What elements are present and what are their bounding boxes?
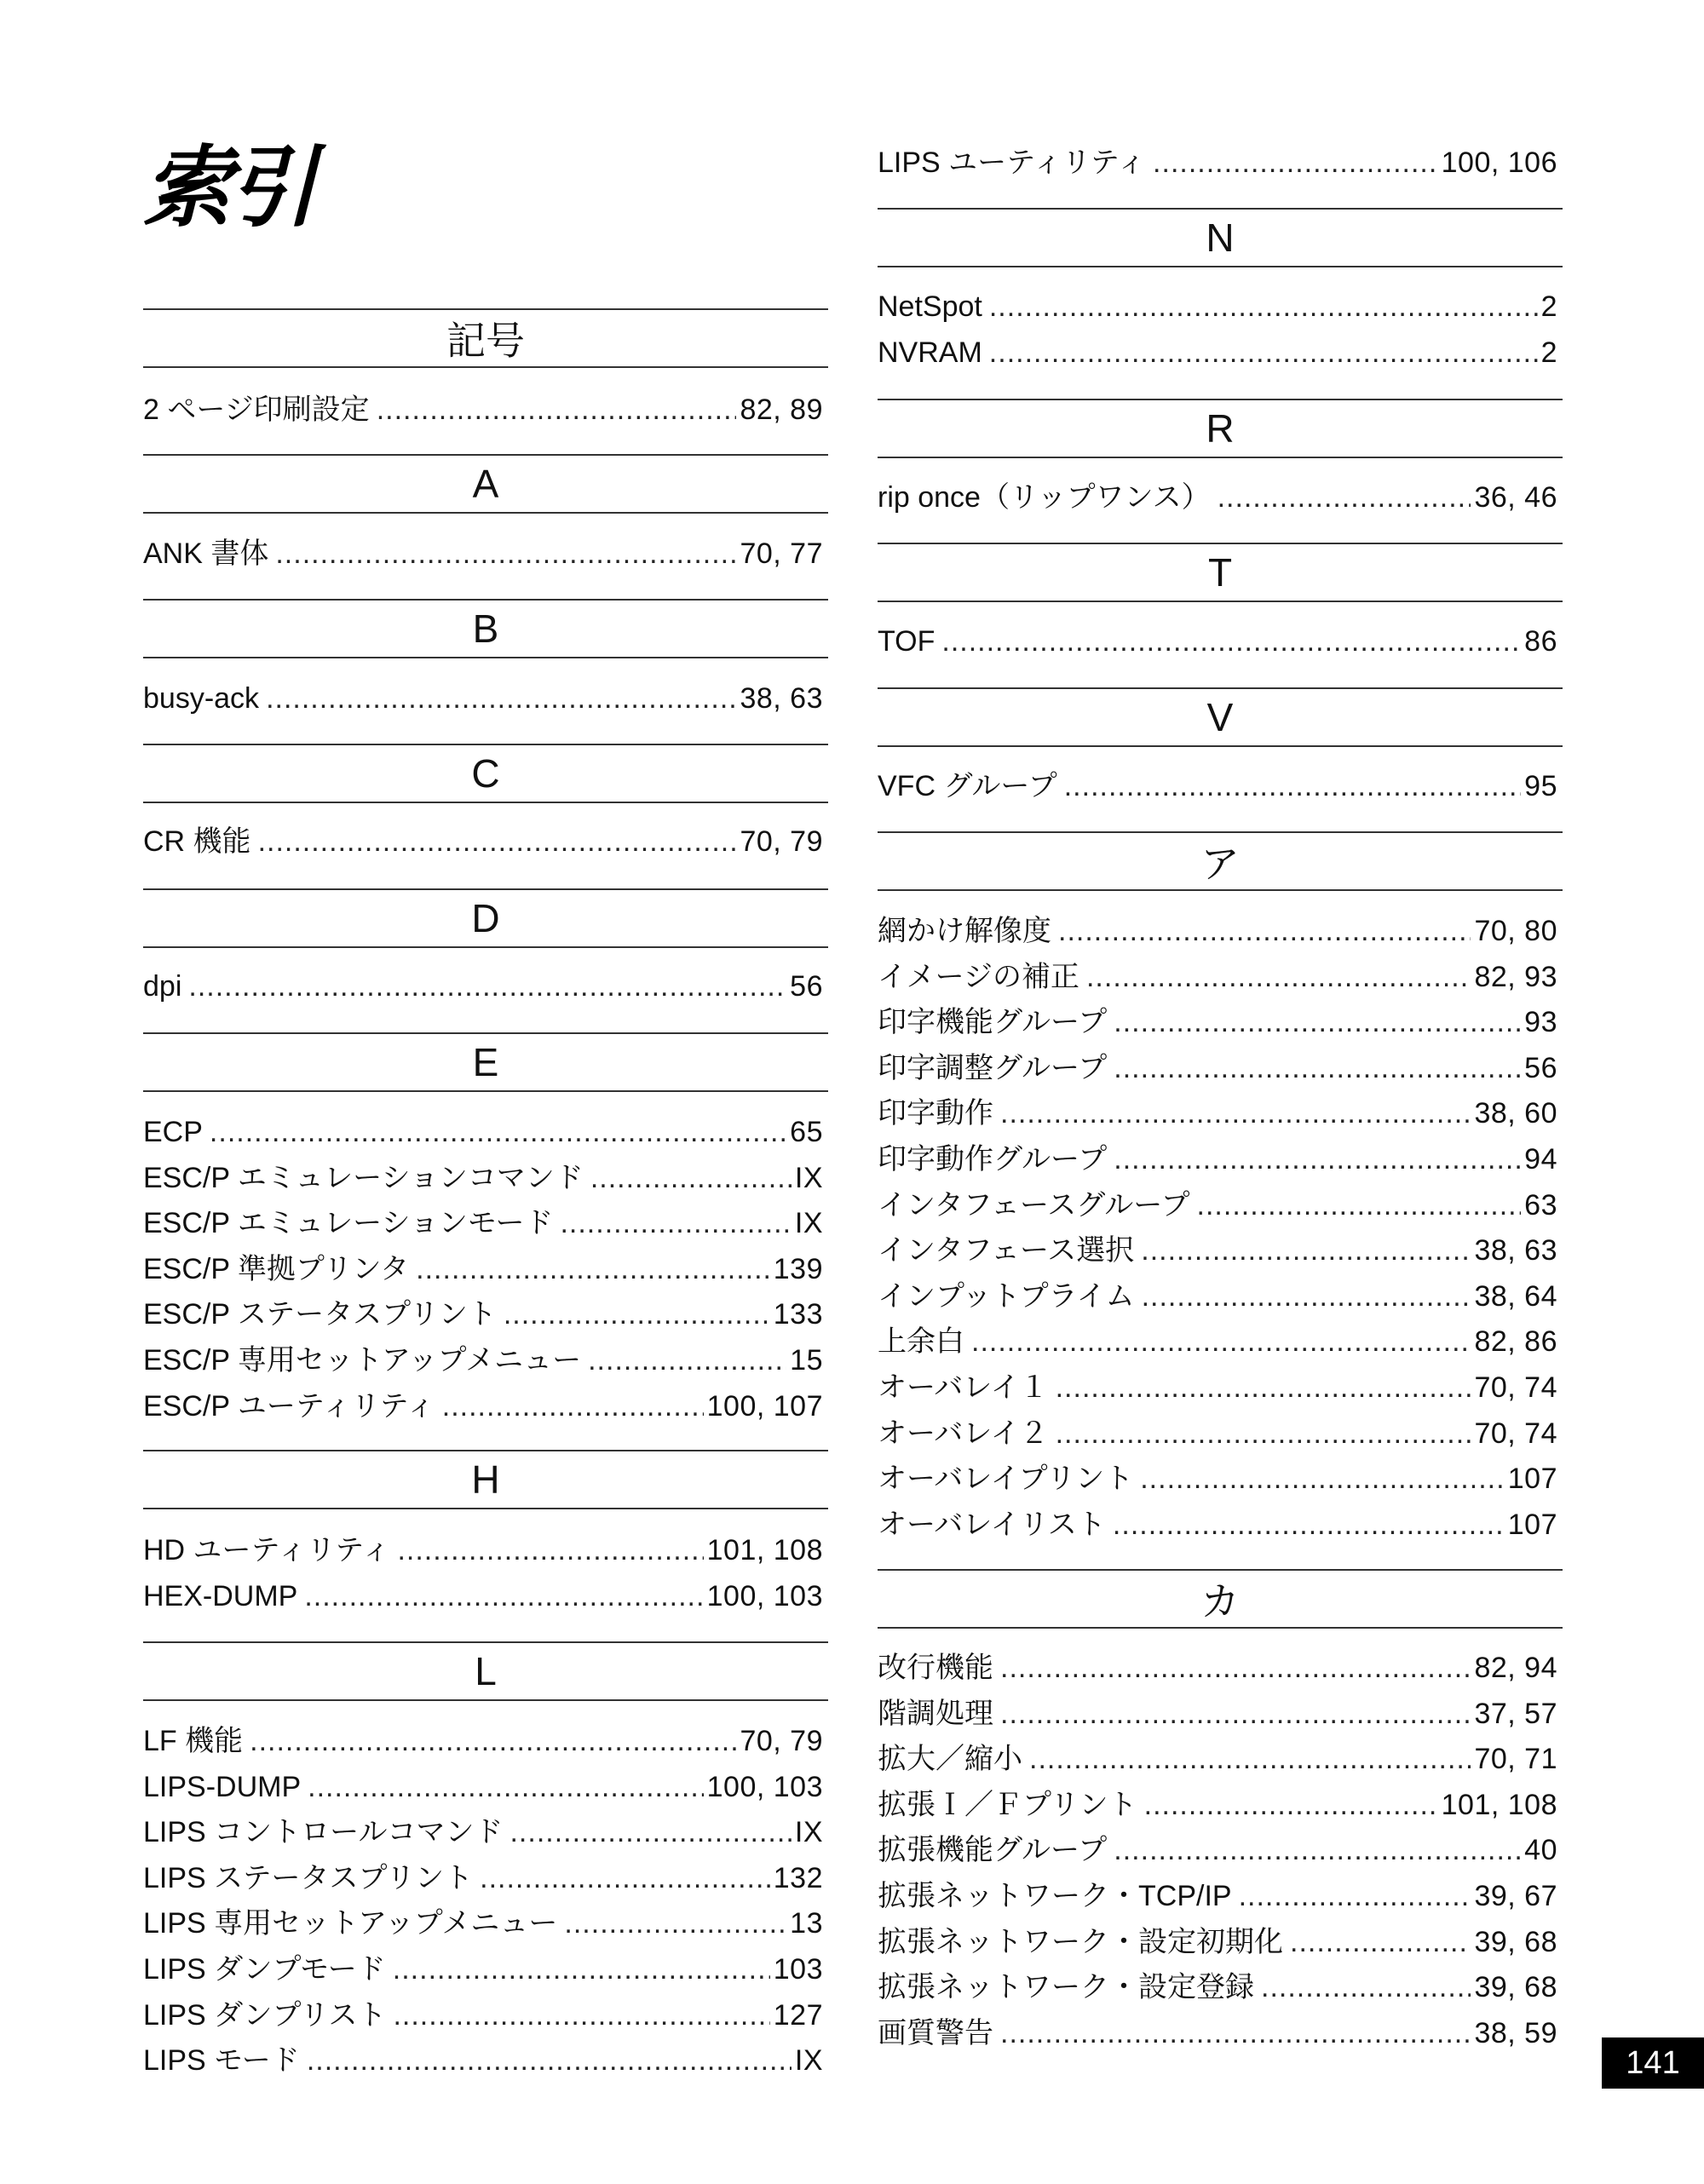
page-refs: 36, 46 [1474,481,1557,514]
index-term: LF 機能 [143,1725,244,1757]
index-term: LIPS 専用セットアップメニュー [143,1907,558,1940]
index-entry [878,475,1557,521]
leader-dots [504,1292,770,1338]
section-heading: A [143,454,828,514]
index-term: ESC/P エミュレーションコマンド [143,1161,584,1194]
page-refs: 101, 108 [1441,1788,1557,1821]
index-entry [878,141,1557,187]
index-term: インプットプライム [878,1279,1135,1313]
index-entry [878,1228,1557,1274]
section-heading: H [143,1450,828,1509]
index-term: ESC/P ユーティリティ [143,1389,435,1422]
index-term: LIPS モード [143,2044,300,2078]
index-term: busy-ack [143,682,260,715]
page-refs: 86 [1524,625,1557,658]
index-entry [143,1574,823,1620]
leader-dots [393,1947,770,1993]
index-entry [878,1828,1557,1874]
index-term: LIPS-DUMP [143,1770,302,1803]
section-entries [143,388,823,434]
page-refs: 38, 63 [1474,1234,1557,1267]
index-term: 上余白 [878,1325,964,1359]
index-term: 印字調整グループ [878,1051,1108,1084]
section-entries [878,619,1557,665]
index-entry [143,1993,823,2039]
leader-dots [377,388,737,434]
section-entries [143,964,823,1010]
index-entry [143,1856,823,1902]
leader-dots [275,532,736,578]
leader-dots [1064,764,1521,810]
index-term: NVRAM [878,336,982,369]
section-heading: R [878,399,1563,458]
index-entry [143,819,823,865]
index-term: 階調処理 [878,1697,993,1730]
page-refs: 39, 68 [1474,1971,1557,2004]
leader-dots [250,1719,736,1765]
index-entry [878,619,1557,665]
index-entry [878,1457,1557,1503]
index-entry [143,1384,823,1430]
page-refs: 100, 106 [1441,147,1557,179]
leader-dots [416,1247,770,1293]
leader-dots [1144,1783,1438,1829]
index-entry [143,532,823,578]
index-term: CR 機能 [143,825,251,858]
index-term: 拡張ネットワーク・設定初期化 [878,1925,1283,1958]
index-term: VFC グループ [878,770,1057,802]
leader-dots [1000,1091,1471,1137]
index-term: 拡張Ｉ／Ｆプリント [878,1788,1137,1821]
index-entry [143,1247,823,1293]
section-entries [143,819,823,865]
index-term: ESC/P 準拠プリンタ [143,1252,410,1285]
index-term: 網かけ解像度 [878,915,1051,947]
page-refs: 15 [790,1343,823,1376]
leader-dots [941,619,1521,665]
page-refs: 100, 103 [706,1770,823,1803]
page-refs: 2 [1540,336,1557,369]
index-term: ESC/P 専用セットアップメニュー [143,1343,582,1376]
leader-dots [1029,1737,1471,1783]
index-term: LIPS ユーティリティ [878,147,1147,179]
index-entry [878,1965,1557,2011]
index-term: 拡大／縮小 [878,1743,1022,1776]
section-heading: B [143,599,828,658]
page-refs: 2 [1540,290,1557,323]
leader-dots [989,284,1538,330]
index-entry [878,909,1557,955]
leader-dots [1000,1692,1471,1738]
page-refs: 38, 59 [1474,2016,1557,2049]
index-entry [878,1646,1557,1692]
index-term: ANK 書体 [143,537,269,570]
section-entries [878,764,1557,810]
index-entry [878,1319,1557,1365]
index-term: オーバレイ１ [878,1371,1049,1404]
index-term: 画質警告 [878,2016,993,2049]
index-entry [878,955,1557,1001]
leader-dots [1140,1457,1505,1503]
index-term: 拡張ネットワーク・設定登録 [878,1971,1254,2004]
page-refs: 93 [1524,1006,1557,1039]
index-entry [878,1274,1557,1320]
leader-dots [1239,1874,1471,1920]
leader-dots [989,330,1538,376]
section-entries [878,1646,1557,2056]
section-heading: D [143,888,828,948]
page-refs: 82, 93 [1474,960,1557,993]
index-entry [143,1528,823,1574]
index-entry [143,1765,823,1811]
index-entry [878,284,1557,330]
index-term: rip once（リップワンス） [878,481,1211,514]
section-heading: カ [878,1569,1563,1629]
page-refs: 39, 67 [1474,1879,1557,1912]
index-term: ECP [143,1116,203,1148]
leader-dots [308,1765,704,1811]
index-term: インタフェースグループ [878,1188,1190,1221]
leader-dots [1058,909,1471,955]
page-refs: 56 [1524,1051,1557,1084]
page-refs: 103 [773,1952,823,1986]
page-refs: 107 [1507,1508,1557,1541]
index-term: ESC/P エミュレーションモード [143,1207,554,1240]
index-entry [143,1201,823,1247]
page-refs: 38, 64 [1474,1279,1557,1313]
page-refs: 100, 107 [706,1389,823,1422]
page-refs: 133 [773,1298,823,1331]
page-refs: 38, 60 [1474,1097,1557,1130]
section-entries [143,532,823,578]
page-refs: 95 [1524,770,1557,802]
leader-dots [590,1156,792,1202]
index-term: LIPS コントロールコマンド [143,1816,504,1849]
index-term: 改行機能 [878,1652,993,1684]
index-term: LIPS ダンプモード [143,1952,386,1986]
index-entry [143,1810,823,1856]
index-entry [878,1737,1557,1783]
index-term: インタフェース選択 [878,1234,1135,1267]
index-entry [143,388,823,434]
index-entry [878,1692,1557,1738]
index-entry [878,1091,1557,1137]
index-entry [878,2011,1557,2057]
leader-dots [1056,1365,1471,1411]
leader-dots [304,1574,703,1620]
leader-dots [1197,1183,1522,1229]
section-entries [878,141,1557,187]
index-entry [143,1947,823,1993]
leader-dots [1056,1411,1471,1457]
page-refs: 13 [790,1907,823,1940]
index-term: イメージの補正 [878,960,1079,993]
index-term: TOF [878,625,935,658]
index-term: 拡張ネットワーク・TCP/IP [878,1879,1232,1912]
leader-dots [258,819,737,865]
index-term: dpi [143,970,182,1003]
section-heading: T [878,543,1563,602]
index-entry [143,1901,823,1947]
page-refs: 70, 80 [1474,915,1557,947]
leader-dots [393,1993,769,2039]
index-term: HD ユーティリティ [143,1534,391,1566]
section-heading: N [878,208,1563,267]
section-entries [878,284,1557,376]
leader-dots [1000,1646,1471,1692]
index-term: 印字機能グループ [878,1006,1108,1039]
leader-dots [588,1338,786,1384]
page-refs: IX [794,2044,823,2078]
index-entry [878,764,1557,810]
page-refs: 132 [773,1861,823,1894]
index-entry [878,1411,1557,1457]
index-entry [878,1000,1557,1046]
section-entries [878,909,1557,1548]
index-entry [878,1874,1557,1920]
index-entry [143,964,823,1010]
leader-dots [1142,1274,1471,1320]
index-entry [878,1183,1557,1229]
index-entry [878,1046,1557,1092]
page-refs: IX [794,1816,823,1849]
leader-dots [1290,1920,1471,1966]
leader-dots [480,1856,770,1902]
index-entry [878,1783,1557,1829]
section-heading: L [143,1641,828,1701]
leader-dots [397,1528,703,1574]
page-refs: 100, 103 [706,1579,823,1612]
index-entry [878,330,1557,376]
page-refs: 70, 71 [1474,1743,1557,1776]
page-refs: 70, 79 [740,825,823,858]
leader-dots [188,964,786,1010]
page-refs: 139 [773,1252,823,1285]
index-term: オーバレイリスト [878,1508,1106,1541]
page-number-badge: 141 [1602,2037,1704,2089]
page-refs: 107 [1507,1463,1557,1496]
page-refs: 37, 57 [1474,1697,1557,1730]
section-entries [878,475,1557,521]
page-refs: 70, 74 [1474,1417,1557,1450]
index-term: 印字動作グループ [878,1142,1108,1175]
index-entry [878,1137,1557,1183]
page-title: 索引 [143,135,314,239]
page-refs: IX [794,1161,823,1194]
section-entries [143,676,823,722]
section-entries [143,1110,823,1429]
index-entry [878,1365,1557,1411]
leader-dots [509,1810,791,1856]
index-entry [143,1338,823,1384]
section-entries [143,1719,823,2084]
page-refs: 82, 86 [1474,1325,1557,1359]
index-entry [143,1156,823,1202]
index-term: オーバレイプリント [878,1463,1134,1496]
index-term: 印字動作 [878,1097,993,1130]
page-refs: 127 [773,1998,823,2032]
section-heading: C [143,744,828,803]
leader-dots [442,1384,704,1430]
leader-dots [971,1319,1471,1365]
section-entries [143,1528,823,1619]
index-entry [878,1503,1557,1549]
page-refs: 65 [790,1116,823,1148]
index-entry [143,1110,823,1156]
leader-dots [1000,2011,1471,2057]
index-term: HEX-DUMP [143,1579,298,1612]
page-refs: 82, 89 [740,394,823,426]
leader-dots [210,1110,786,1156]
leader-dots [307,2038,792,2084]
leader-dots [1218,475,1471,521]
page-refs: 63 [1524,1188,1557,1221]
index-term: NetSpot [878,290,982,323]
page-refs: 38, 63 [740,682,823,715]
index-term: 拡張機能グループ [878,1834,1108,1867]
index-entry [143,1292,823,1338]
page-refs: 70, 77 [740,537,823,570]
leader-dots [1261,1965,1471,2011]
leader-dots [1153,141,1438,187]
page-refs: 82, 94 [1474,1652,1557,1684]
leader-dots [564,1901,786,1947]
index-term: 2 ページ印刷設定 [143,394,370,426]
index-entry [143,676,823,722]
index-term: LIPS ステータスプリント [143,1861,474,1894]
index-entry [878,1920,1557,1966]
page-refs: 70, 79 [740,1725,823,1757]
leader-dots [1114,1000,1521,1046]
leader-dots [1114,1046,1521,1092]
index-term: オーバレイ２ [878,1417,1049,1450]
section-heading: ア [878,831,1563,891]
index-entry [143,2038,823,2084]
leader-dots [1114,1828,1521,1874]
index-entry [143,1719,823,1765]
section-heading: 記号 [143,308,828,368]
leader-dots [1114,1137,1521,1183]
section-heading: V [878,687,1563,747]
page-refs: 40 [1524,1834,1557,1867]
index-term: ESC/P ステータスプリント [143,1298,497,1331]
leader-dots [1113,1503,1505,1549]
page-refs: IX [794,1207,823,1240]
section-heading: E [143,1032,828,1092]
page-refs: 70, 74 [1474,1371,1557,1404]
leader-dots [1141,1228,1471,1274]
index-term: LIPS ダンプリスト [143,1998,387,2032]
page-refs: 56 [790,970,823,1003]
leader-dots [560,1201,791,1247]
page-refs: 101, 108 [706,1534,823,1566]
leader-dots [266,676,736,722]
leader-dots [1086,955,1471,1001]
page-refs: 94 [1524,1142,1557,1175]
page-refs: 39, 68 [1474,1925,1557,1958]
